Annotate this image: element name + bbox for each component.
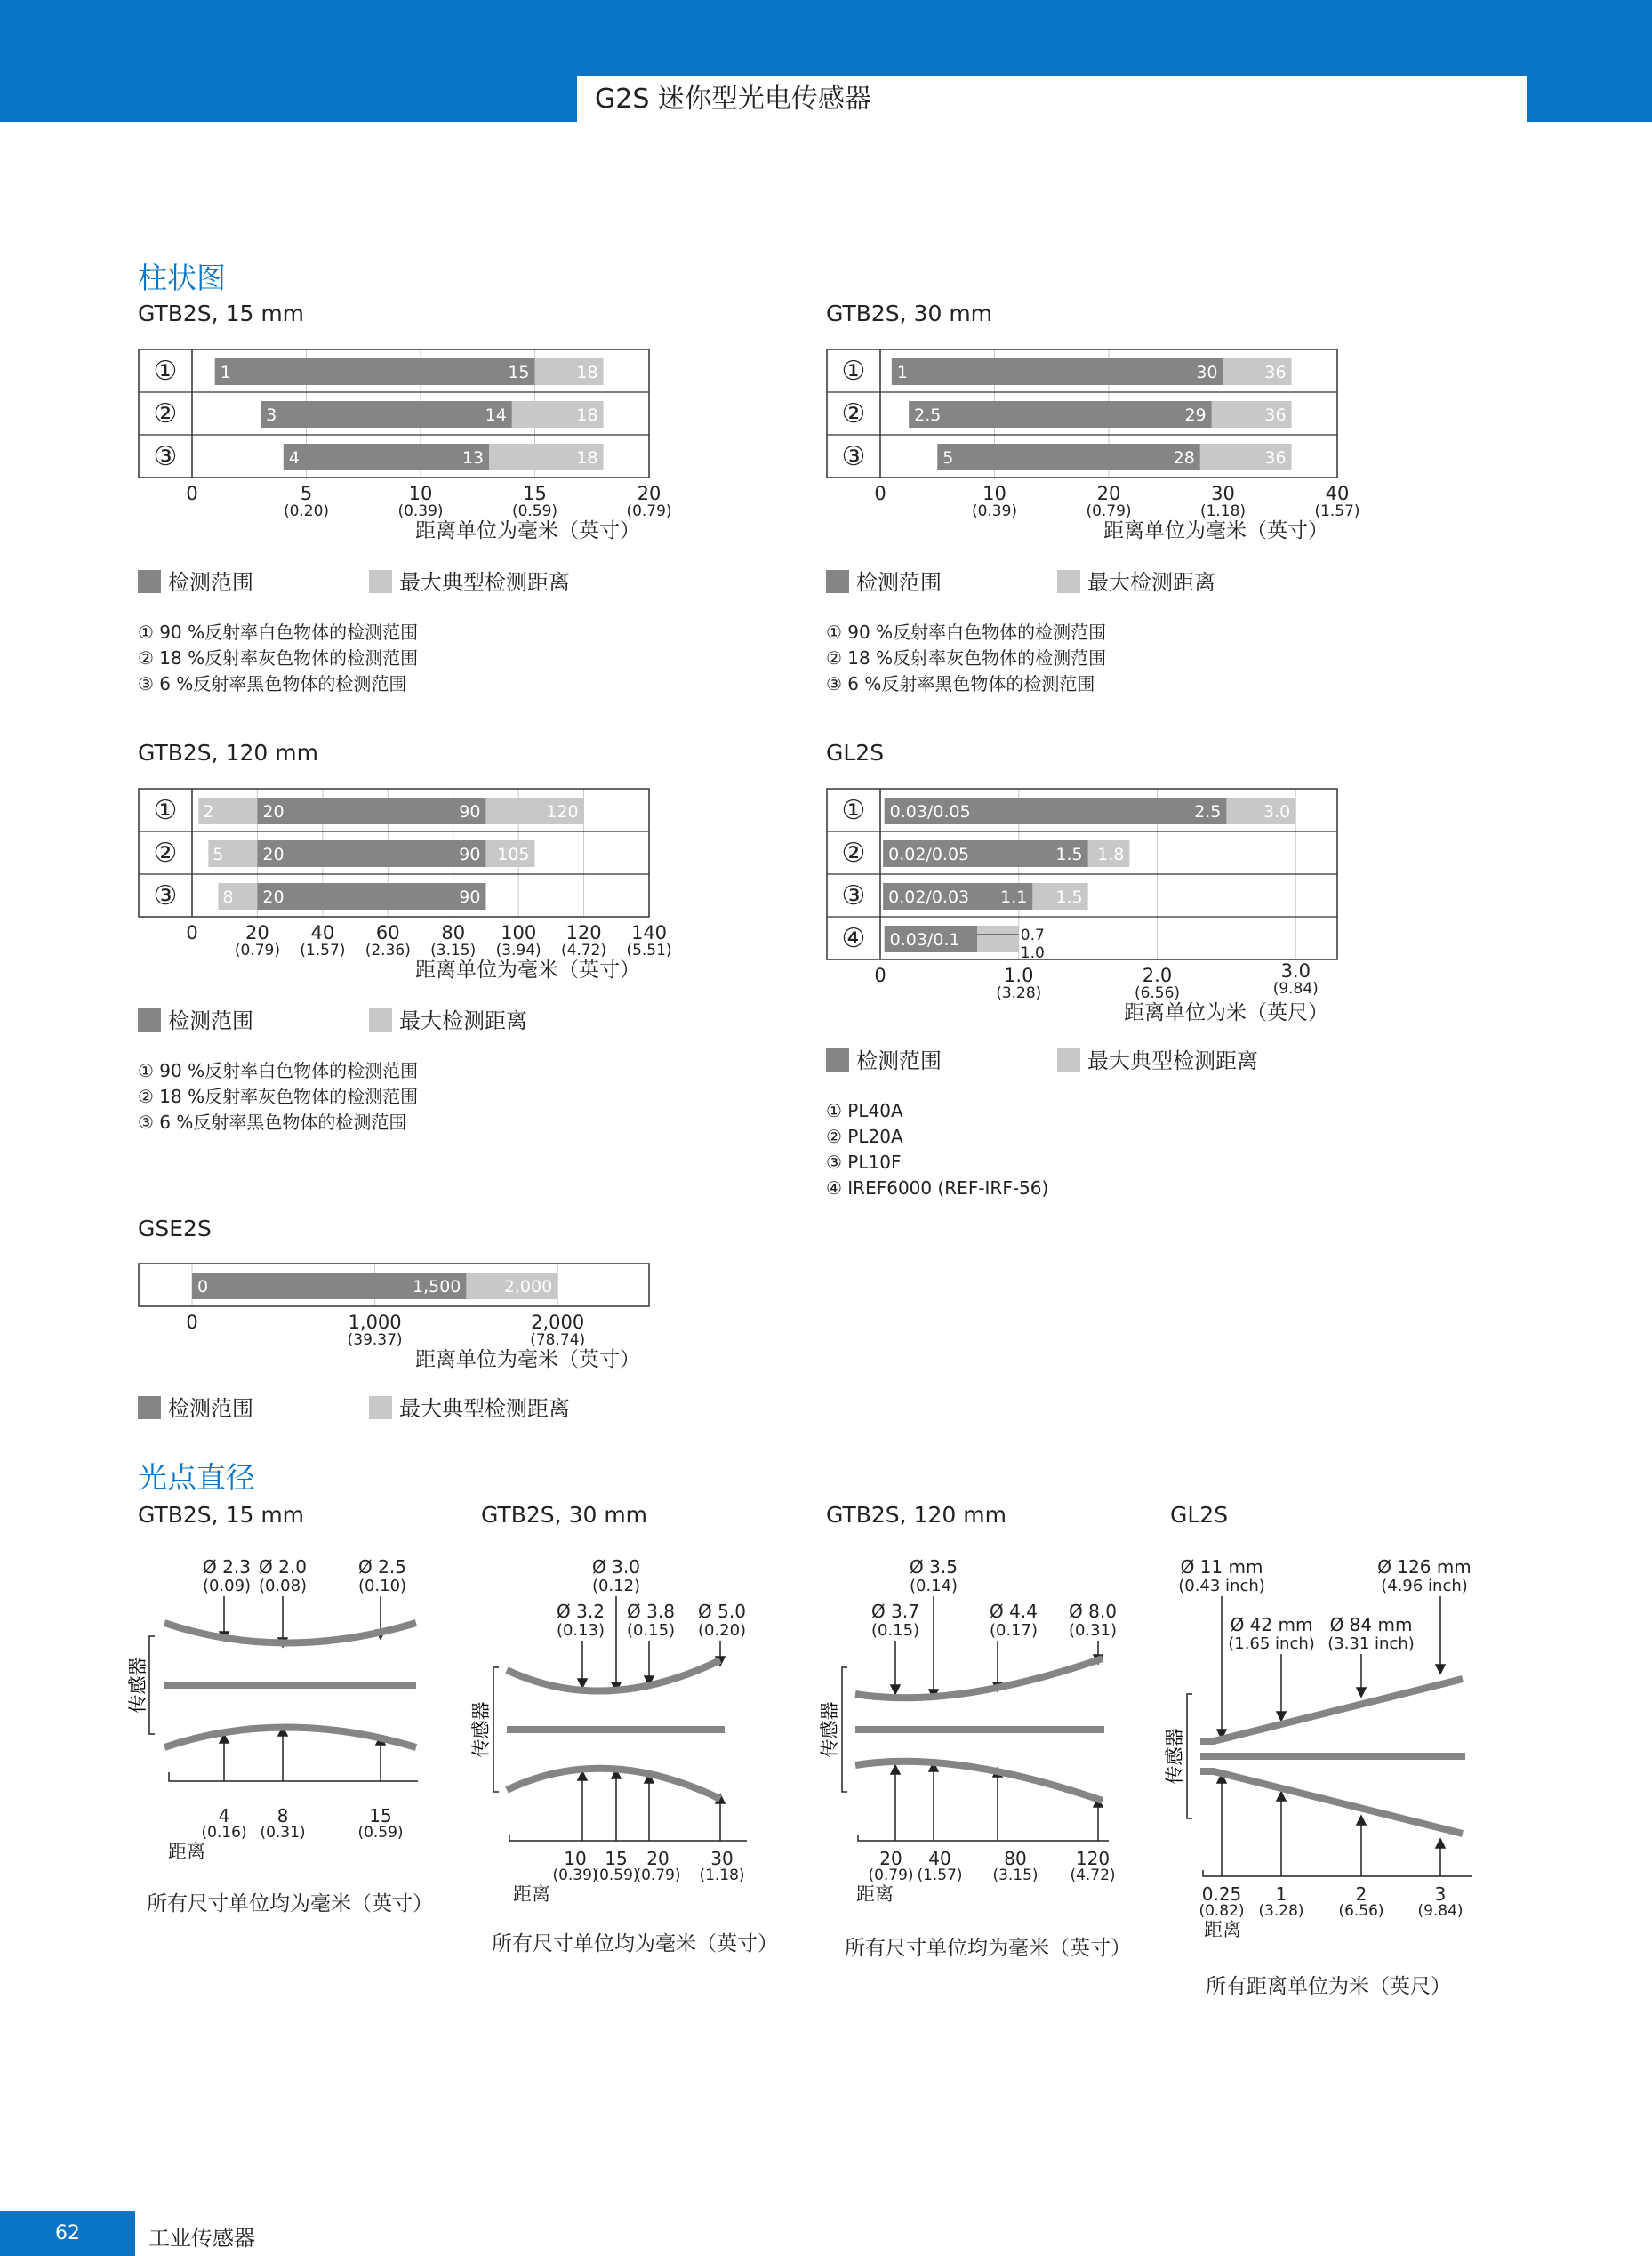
legend-item-range: [138, 1003, 253, 1034]
axis-tick-sub: (0.59): [357, 1824, 404, 1842]
legend-label: 最大典型检测距离: [1087, 1048, 1258, 1073]
bar-end-label: 1.5: [1055, 845, 1083, 864]
bar-end-label: 29: [1184, 405, 1207, 425]
legend-swatch-light: [369, 1396, 392, 1419]
bar-max: [977, 926, 1019, 952]
diameter-label: Ø 2.0: [259, 1556, 307, 1578]
tick-label: 0: [186, 922, 198, 943]
tick-label: 20: [245, 922, 269, 943]
tick-label: 20: [637, 483, 662, 504]
bar-range: [257, 840, 485, 867]
legend-swatch-dark: [826, 570, 849, 593]
spot-caption-gtb2s-120: 所有尺寸单位均为毫米（英寸）: [845, 1937, 1131, 1960]
tick-sub-label: (0.79): [626, 502, 672, 520]
legend-swatch-light: [1057, 1048, 1080, 1072]
row-label: ③: [841, 441, 866, 472]
tick-sub-label: (0.20): [283, 502, 330, 520]
tick-sub-label: (1.57): [300, 942, 346, 959]
tick-label: 10: [408, 483, 433, 504]
spot-title-gtb2s-120: GTB2S, 120 mm: [826, 1502, 1006, 1528]
bar-end-label: 0.7: [1020, 927, 1045, 944]
axis-tick-label: 8: [277, 1805, 289, 1826]
row-label: ②: [841, 398, 866, 430]
note-item: ③ 6 %反射率黑色物体的检测范围: [826, 673, 1095, 694]
diameter-sub: (0.15): [870, 1621, 920, 1640]
bar-range: [937, 444, 1200, 470]
bar-max-label: 1.0: [1020, 944, 1045, 962]
diameter-sub: (0.12): [591, 1577, 641, 1595]
tick-sub-label: (6.56): [1134, 984, 1181, 1002]
spot-title-gtb2s-30: GTB2S, 30 mm: [481, 1502, 648, 1528]
legend-swatch-dark: [138, 1008, 161, 1032]
bar-max-label: 18: [576, 363, 598, 382]
tick-label: 20: [1096, 483, 1121, 504]
note-item: ③ 6 %反射率黑色物体的检测范围: [138, 1112, 407, 1133]
legend-swatch-dark: [826, 1048, 849, 1072]
bar-max-label: 1.8: [1097, 845, 1125, 864]
legend-swatch-dark: [138, 1396, 161, 1419]
axis-tick-sub: (1.57): [917, 1867, 963, 1884]
distance-label: 距离: [1204, 1919, 1241, 1940]
bar-range: [215, 358, 535, 385]
diameter-label: Ø 8.0: [1069, 1601, 1117, 1622]
tick-label: 120: [565, 922, 602, 943]
legend-item-max: [369, 1003, 527, 1034]
sensor-label: 传感器: [127, 1657, 148, 1714]
beam-upper-edge: [855, 1658, 1103, 1698]
legend-label: 最大检测距离: [1087, 570, 1215, 595]
note-item: ③ 6 %反射率黑色物体的检测范围: [138, 673, 407, 694]
legend-item-range: [826, 565, 942, 596]
axis-tick-label: 30: [710, 1848, 734, 1869]
note-item: ② PL20A: [826, 1126, 903, 1147]
axis-title: 距离单位为毫米（英寸）: [415, 519, 640, 542]
tick-sub-label: (0.79): [1086, 502, 1132, 520]
beam-upper-edge: [1200, 1679, 1463, 1741]
bar-max-label: 2,000: [503, 1277, 553, 1297]
tick-label: 0: [186, 1312, 198, 1333]
tick-sub-label: (9.84): [1272, 980, 1319, 998]
note-item: ① PL40A: [826, 1100, 903, 1121]
distance-axis: [1203, 1870, 1472, 1876]
bar-end-label: 90: [459, 802, 481, 822]
notes-gtb2s-30: [826, 620, 1106, 697]
arrow-head: [1277, 1792, 1286, 1801]
tick-label: 0: [874, 483, 886, 504]
section-title-bar: 柱状图: [138, 261, 226, 295]
spot-diagram-gtb2s-15: [124, 1552, 436, 1872]
bar-start-label: 3: [266, 405, 277, 425]
bar-end-label: 15: [508, 363, 530, 382]
chart-title-gse2s: GSE2S: [138, 1216, 212, 1241]
chart-title-gtb2s-30: GTB2S, 30 mm: [826, 301, 993, 326]
row-label: ②: [153, 838, 178, 869]
notes-gtb2s-15: [138, 620, 418, 697]
legend-swatch-light: [369, 570, 392, 593]
bar-end-label: 90: [459, 845, 481, 864]
bar-max-label: 36: [1264, 405, 1287, 425]
bar-start-label: 20: [262, 845, 285, 864]
note-item: ② 18 %反射率灰色物体的检测范围: [138, 1086, 419, 1107]
tick-label: 0: [186, 483, 198, 504]
row-label: ③: [153, 441, 178, 472]
bar-chart-gl2s: [804, 782, 1355, 1030]
bar-chart-svg: [116, 342, 672, 547]
chart-title-gl2s: GL2S: [826, 740, 885, 766]
axis-tick-sub: (4.72): [1070, 1867, 1116, 1884]
legend-item-max-typical: [369, 1391, 570, 1422]
chart-title-gtb2s-120: GTB2S, 120 mm: [138, 740, 318, 766]
distance-label: 距离: [168, 1841, 205, 1862]
arrow-head: [891, 1765, 900, 1774]
bar-light-start-label: 8: [222, 887, 234, 907]
bar-start-label: 1: [896, 363, 908, 382]
legend-item-max-typical: [1057, 1043, 1258, 1074]
spot-caption-gtb2s-15: 所有尺寸单位均为毫米（英寸）: [147, 1892, 433, 1915]
page-number: 62: [0, 2211, 135, 2256]
legend-label: 检测范围: [168, 570, 253, 595]
note-item: ① 90 %反射率白色物体的检测范围: [138, 622, 419, 643]
bar-chart-svg: [116, 782, 672, 986]
diameter-label: Ø 2.5: [358, 1556, 406, 1578]
bar-max-label: 36: [1264, 363, 1287, 382]
axis-tick-sub: (0.59): [593, 1867, 639, 1884]
diameter-label: Ø 3.7: [871, 1601, 919, 1622]
axis-tick-label: 1: [1275, 1883, 1287, 1905]
beam-lower-edge: [1200, 1771, 1463, 1834]
tick-sub-label: (0.39): [397, 502, 444, 520]
axis-tick-label: 120: [1075, 1848, 1111, 1869]
diameter-sub: (0.10): [357, 1577, 407, 1595]
tick-label: 5: [300, 483, 313, 504]
tick-label: 30: [1211, 483, 1235, 504]
axis-tick-sub: (3.15): [992, 1867, 1039, 1884]
diameter-label: Ø 3.0: [592, 1556, 640, 1578]
arrow-head: [891, 1685, 900, 1694]
note-item: ④ IREF6000 (REF-IRF-56): [826, 1177, 1049, 1199]
diameter-label: Ø 3.2: [557, 1601, 605, 1622]
sensor-label: 传感器: [1164, 1728, 1185, 1785]
row-label: ①: [153, 356, 178, 387]
arrow-head: [1357, 1816, 1366, 1825]
legend-item-max-typical: [369, 565, 570, 596]
axis-title: 距离单位为毫米（英寸）: [415, 959, 640, 982]
diameter-sub: (4.96 inch): [1381, 1577, 1468, 1595]
bar-max-label: 120: [546, 802, 579, 822]
bar-range: [892, 358, 1223, 385]
diameter-label: Ø 2.3: [203, 1556, 251, 1578]
tick-label: 0: [874, 965, 886, 986]
tick-sub-label: (3.28): [996, 984, 1042, 1002]
note-item: ② 18 %反射率灰色物体的检测范围: [826, 647, 1107, 669]
tick-label: 80: [441, 922, 466, 943]
bar-range: [257, 883, 485, 910]
diameter-sub: (0.17): [989, 1621, 1039, 1640]
diameter-sub: (0.31): [1068, 1621, 1118, 1640]
legend-label: 检测范围: [856, 1048, 942, 1073]
spot-diagram-gl2s: [1165, 1552, 1503, 1947]
note-item: ③ PL10F: [826, 1152, 902, 1173]
bar-light-start-label: 2: [203, 802, 214, 822]
sensor-label: 传感器: [819, 1701, 840, 1758]
bar-start-label: 20: [262, 802, 285, 822]
bar-light-start-label: 5: [213, 845, 224, 864]
tick-label: 2,000: [531, 1312, 585, 1333]
sensor-bracket: [1187, 1694, 1192, 1818]
diameter-label: Ø 5.0: [698, 1601, 746, 1622]
sensor-bracket: [493, 1667, 499, 1792]
beam-lower-edge: [855, 1762, 1103, 1801]
tick-sub-label: (0.39): [971, 502, 1018, 520]
bar-end-label: 2.5: [1194, 802, 1222, 822]
notes-gl2s: [826, 1098, 1048, 1201]
tick-label: 1,000: [348, 1312, 402, 1333]
bar-chart-gtb2s-15: [116, 342, 672, 550]
note-item: ① 90 %反射率白色物体的检测范围: [138, 1060, 419, 1081]
bar-max-label: 1.5: [1055, 887, 1083, 907]
arrow-head: [1277, 1712, 1286, 1721]
tick-label: 140: [630, 922, 668, 943]
axis-tick-label: 15: [369, 1805, 392, 1826]
legend-item-range: [138, 1391, 253, 1422]
bar-start-label: 0: [197, 1277, 209, 1297]
diameter-label: Ø 3.5: [910, 1556, 958, 1578]
axis-tick-sub: (0.31): [260, 1824, 306, 1842]
bar-end-label: 90: [459, 887, 481, 907]
note-item: ① 90 %反射率白色物体的检测范围: [826, 622, 1107, 643]
legend-swatch-light: [369, 1008, 392, 1032]
note-item: ② 18 %反射率灰色物体的检测范围: [138, 647, 419, 669]
distance-axis: [509, 1835, 747, 1841]
spot-caption-gtb2s-30: 所有尺寸单位均为毫米（英寸）: [492, 1932, 778, 1955]
row-label: ②: [153, 398, 178, 430]
tick-label: 100: [501, 922, 537, 943]
spot-caption-gl2s: 所有距离单位为米（英尺）: [1206, 1975, 1451, 1998]
bar-start-label: 0.02/0.03: [888, 887, 970, 907]
diameter-label: Ø 4.4: [990, 1601, 1038, 1622]
axis-tick-label: 4: [218, 1805, 230, 1826]
tick-sub-label: (4.72): [561, 942, 607, 959]
diameter-sub: (1.65 inch): [1228, 1634, 1315, 1653]
spot-diagram-gtb2s-120: [820, 1552, 1140, 1907]
diameter-label: Ø 3.8: [627, 1601, 675, 1622]
legend-swatch-dark: [138, 570, 161, 593]
legend-label: 最大典型检测距离: [399, 1396, 570, 1421]
legend-swatch-light: [1057, 570, 1080, 593]
axis-tick-sub: (0.82): [1199, 1902, 1245, 1920]
tick-sub-label: (1.18): [1199, 502, 1247, 520]
legend-label: 检测范围: [168, 1008, 253, 1033]
axis-title: 距离单位为毫米（英寸）: [1103, 519, 1328, 542]
arrow-head: [1357, 1688, 1366, 1697]
legend-item-range: [138, 565, 253, 596]
legend-label: 检测范围: [168, 1396, 253, 1421]
arrow-head: [1436, 1665, 1445, 1674]
tick-sub-label: (2.36): [365, 942, 411, 959]
diameter-sub: (0.08): [258, 1577, 308, 1595]
diameter-label: Ø 11 mm: [1180, 1556, 1263, 1578]
bar-chart-svg: [804, 782, 1355, 1026]
spot-title-gl2s: GL2S: [1170, 1502, 1229, 1528]
axis-tick-label: 20: [879, 1848, 902, 1869]
axis-tick-sub: (1.18): [699, 1867, 745, 1884]
legend-item-range: [826, 1043, 942, 1074]
footer-text: 工业传感器: [148, 2226, 255, 2251]
page-title: G2S 迷你型光电传感器: [577, 76, 1527, 122]
bar-start-label: 20: [262, 887, 285, 907]
axis-tick-label: 15: [605, 1848, 628, 1869]
axis-tick-label: 80: [1004, 1848, 1027, 1869]
row-label: ①: [153, 795, 178, 826]
axis-tick-label: 40: [928, 1848, 951, 1869]
tick-sub-label: (1.57): [1314, 502, 1360, 520]
bar-start-label: 5: [942, 448, 954, 468]
bar-max-label: 18: [576, 448, 598, 468]
bar-range: [261, 401, 512, 428]
bar-end-label: 28: [1173, 448, 1195, 468]
diameter-sub: (0.15): [626, 1621, 676, 1640]
bar-chart-svg: [804, 342, 1360, 547]
diameter-label: Ø 42 mm: [1230, 1614, 1313, 1635]
axis-tick-sub: (3.28): [1258, 1902, 1304, 1920]
row-label: ①: [841, 795, 866, 826]
section-title-spot: 光点直径: [138, 1460, 255, 1495]
bar-start-label: 0.02/0.05: [888, 845, 970, 864]
bar-start-label: 4: [288, 448, 300, 468]
distance-label: 距离: [856, 1883, 894, 1905]
bar-end-label: 1.1: [1000, 887, 1028, 907]
axis-tick-sub: (0.16): [201, 1824, 247, 1842]
sensor-bracket: [149, 1636, 155, 1734]
diameter-label: Ø 84 mm: [1329, 1614, 1413, 1635]
diameter-label: Ø 126 mm: [1377, 1556, 1472, 1578]
bar-end-label: 13: [461, 448, 485, 468]
axis-tick-label: 0.25: [1201, 1883, 1242, 1905]
spot-diagram-gtb2s-30: [471, 1552, 791, 1907]
axis-tick-sub: (0.39): [552, 1867, 598, 1884]
axis-tick-sub: (0.79): [868, 1867, 914, 1884]
axis-tick-label: 20: [646, 1848, 670, 1869]
sensor-label: 传感器: [470, 1701, 492, 1758]
tick-label: 3.0: [1280, 960, 1311, 982]
bar-start-label: 2.5: [914, 405, 942, 425]
tick-label: 60: [375, 922, 400, 943]
tick-sub-label: (0.79): [234, 942, 280, 959]
legend-label: 最大典型检测距离: [399, 570, 570, 595]
bar-max-label: 36: [1264, 448, 1287, 468]
diameter-sub: (0.20): [697, 1621, 747, 1640]
bar-max-label: 105: [497, 845, 530, 864]
bar-end-label: 1,500: [412, 1277, 461, 1297]
diameter-sub: (0.43 inch): [1178, 1577, 1265, 1595]
chart-title-gtb2s-15: GTB2S, 15 mm: [138, 301, 305, 326]
axis-tick-label: 3: [1434, 1883, 1447, 1905]
tick-label: 2.0: [1142, 965, 1173, 986]
diameter-sub: (3.31 inch): [1327, 1634, 1415, 1653]
arrow-head: [1436, 1839, 1445, 1848]
row-label: ③: [841, 880, 866, 911]
beam-upper-edge: [164, 1623, 416, 1643]
row-label: ①: [841, 356, 866, 387]
tick-label: 15: [523, 483, 547, 504]
tick-sub-label: (3.94): [495, 942, 541, 959]
tick-sub-label: (78.74): [530, 1331, 586, 1349]
tick-sub-label: (3.15): [430, 942, 477, 959]
axis-title: 距离单位为米（英尺）: [1124, 1001, 1328, 1024]
bar-end-label: 14: [485, 405, 507, 425]
legend-label: 检测范围: [856, 570, 942, 595]
axis-tick-sub: (0.79): [635, 1867, 681, 1884]
axis-tick-sub: (9.84): [1417, 1902, 1464, 1920]
bar-start-label: 1: [220, 363, 231, 382]
bar-max-label: 18: [576, 405, 598, 425]
bar-start-label: 0.03/0.1: [889, 930, 960, 950]
bar-start-label: 0.03/0.05: [889, 802, 971, 822]
tick-label: 40: [1325, 483, 1350, 504]
bar-range: [284, 444, 489, 470]
diameter-sub: (0.09): [202, 1577, 252, 1595]
tick-sub-label: (5.51): [626, 942, 672, 959]
legend-item-max: [1057, 565, 1215, 596]
sensor-bracket: [842, 1667, 847, 1792]
diameter-sub: (0.14): [909, 1577, 958, 1595]
legend-label: 最大检测距离: [399, 1008, 527, 1033]
tick-label: 40: [310, 922, 335, 943]
bar-chart-gtb2s-30: [804, 342, 1360, 550]
bar-chart-gtb2s-120: [116, 782, 672, 990]
row-label: ③: [153, 880, 178, 911]
tick-sub-label: (0.59): [511, 502, 558, 520]
axis-tick-sub: (6.56): [1338, 1902, 1384, 1920]
bar-range: [257, 798, 485, 824]
notes-gtb2s-120: [138, 1058, 418, 1136]
axis-tick-label: 2: [1355, 1883, 1367, 1905]
axis-tick-label: 10: [564, 1848, 587, 1869]
distance-label: 距离: [513, 1883, 550, 1905]
bar-range: [909, 401, 1212, 428]
diameter-sub: (0.13): [556, 1621, 605, 1640]
bar-max-label: 3.0: [1263, 802, 1291, 822]
axis-title: 距离单位为毫米（英寸）: [415, 1348, 640, 1371]
bar-end-label: 30: [1196, 363, 1218, 382]
row-label: ④: [841, 923, 866, 954]
tick-sub-label: (39.37): [347, 1331, 403, 1349]
tick-label: 1.0: [1004, 965, 1034, 986]
tick-label: 10: [982, 483, 1006, 504]
row-label: ②: [841, 838, 866, 869]
beam-lower-edge: [507, 1769, 720, 1799]
spot-title-gtb2s-15: GTB2S, 15 mm: [138, 1502, 305, 1528]
